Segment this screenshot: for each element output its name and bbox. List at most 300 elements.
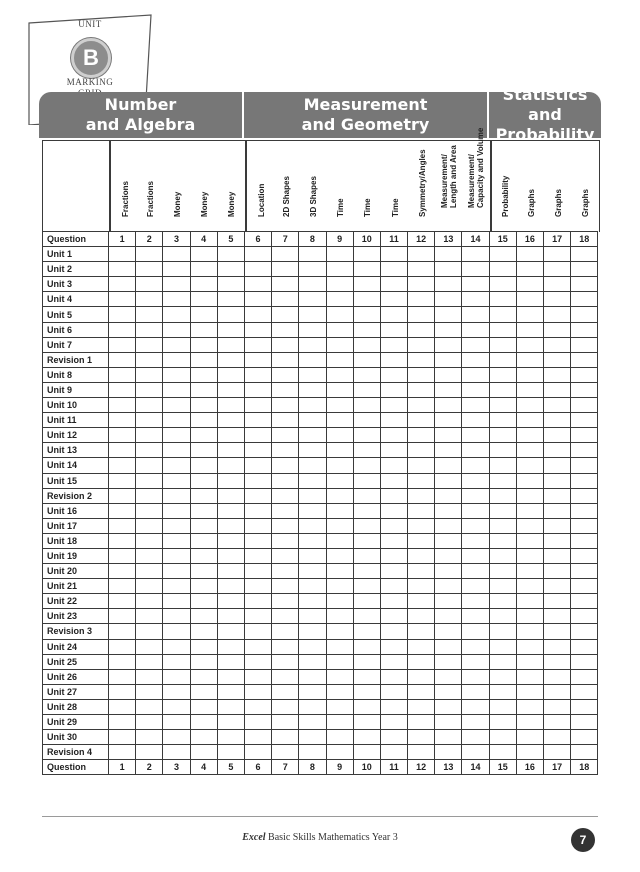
mark-cell[interactable] — [190, 639, 217, 654]
mark-cell[interactable] — [462, 745, 489, 760]
mark-cell[interactable] — [571, 322, 598, 337]
mark-cell[interactable] — [380, 428, 407, 443]
mark-cell[interactable] — [163, 488, 190, 503]
mark-cell[interactable] — [544, 745, 571, 760]
mark-cell[interactable] — [489, 247, 516, 262]
mark-cell[interactable] — [380, 639, 407, 654]
mark-cell[interactable] — [217, 292, 244, 307]
mark-cell[interactable] — [109, 428, 136, 443]
mark-cell[interactable] — [217, 247, 244, 262]
mark-cell[interactable] — [571, 292, 598, 307]
mark-cell[interactable] — [217, 684, 244, 699]
mark-cell[interactable] — [136, 624, 163, 639]
mark-cell[interactable] — [272, 398, 299, 413]
mark-cell[interactable] — [163, 473, 190, 488]
mark-cell[interactable] — [190, 292, 217, 307]
mark-cell[interactable] — [299, 548, 326, 563]
mark-cell[interactable] — [516, 579, 543, 594]
mark-cell[interactable] — [109, 352, 136, 367]
mark-cell[interactable] — [489, 443, 516, 458]
mark-cell[interactable] — [136, 699, 163, 714]
mark-cell[interactable] — [109, 639, 136, 654]
mark-cell[interactable] — [190, 579, 217, 594]
mark-cell[interactable] — [571, 715, 598, 730]
mark-cell[interactable] — [489, 307, 516, 322]
mark-cell[interactable] — [380, 337, 407, 352]
mark-cell[interactable] — [571, 609, 598, 624]
mark-cell[interactable] — [299, 579, 326, 594]
mark-cell[interactable] — [299, 488, 326, 503]
mark-cell[interactable] — [136, 277, 163, 292]
mark-cell[interactable] — [544, 639, 571, 654]
mark-cell[interactable] — [136, 684, 163, 699]
mark-cell[interactable] — [244, 307, 271, 322]
mark-cell[interactable] — [571, 669, 598, 684]
mark-cell[interactable] — [136, 715, 163, 730]
mark-cell[interactable] — [489, 503, 516, 518]
mark-cell[interactable] — [571, 277, 598, 292]
mark-cell[interactable] — [163, 639, 190, 654]
mark-cell[interactable] — [163, 443, 190, 458]
mark-cell[interactable] — [136, 730, 163, 745]
mark-cell[interactable] — [462, 548, 489, 563]
mark-cell[interactable] — [272, 382, 299, 397]
mark-cell[interactable] — [272, 699, 299, 714]
mark-cell[interactable] — [109, 684, 136, 699]
mark-cell[interactable] — [353, 473, 380, 488]
mark-cell[interactable] — [217, 715, 244, 730]
mark-cell[interactable] — [408, 337, 435, 352]
mark-cell[interactable] — [326, 473, 353, 488]
mark-cell[interactable] — [571, 503, 598, 518]
mark-cell[interactable] — [380, 443, 407, 458]
mark-cell[interactable] — [272, 473, 299, 488]
mark-cell[interactable] — [299, 684, 326, 699]
mark-cell[interactable] — [326, 458, 353, 473]
mark-cell[interactable] — [244, 247, 271, 262]
mark-cell[interactable] — [353, 382, 380, 397]
mark-cell[interactable] — [217, 367, 244, 382]
mark-cell[interactable] — [516, 564, 543, 579]
mark-cell[interactable] — [516, 669, 543, 684]
mark-cell[interactable] — [272, 669, 299, 684]
mark-cell[interactable] — [435, 624, 462, 639]
mark-cell[interactable] — [326, 413, 353, 428]
mark-cell[interactable] — [380, 307, 407, 322]
mark-cell[interactable] — [244, 337, 271, 352]
mark-cell[interactable] — [272, 730, 299, 745]
mark-cell[interactable] — [244, 367, 271, 382]
mark-cell[interactable] — [353, 518, 380, 533]
mark-cell[interactable] — [516, 322, 543, 337]
mark-cell[interactable] — [299, 262, 326, 277]
mark-cell[interactable] — [299, 428, 326, 443]
mark-cell[interactable] — [408, 579, 435, 594]
mark-cell[interactable] — [190, 262, 217, 277]
mark-cell[interactable] — [489, 277, 516, 292]
mark-cell[interactable] — [163, 503, 190, 518]
mark-cell[interactable] — [435, 443, 462, 458]
mark-cell[interactable] — [163, 715, 190, 730]
mark-cell[interactable] — [435, 684, 462, 699]
mark-cell[interactable] — [544, 699, 571, 714]
mark-cell[interactable] — [299, 624, 326, 639]
mark-cell[interactable] — [244, 533, 271, 548]
mark-cell[interactable] — [462, 654, 489, 669]
mark-cell[interactable] — [489, 367, 516, 382]
mark-cell[interactable] — [272, 503, 299, 518]
mark-cell[interactable] — [408, 699, 435, 714]
mark-cell[interactable] — [380, 292, 407, 307]
mark-cell[interactable] — [516, 352, 543, 367]
mark-cell[interactable] — [299, 307, 326, 322]
mark-cell[interactable] — [163, 579, 190, 594]
mark-cell[interactable] — [109, 548, 136, 563]
mark-cell[interactable] — [516, 654, 543, 669]
mark-cell[interactable] — [136, 594, 163, 609]
mark-cell[interactable] — [435, 745, 462, 760]
mark-cell[interactable] — [326, 699, 353, 714]
mark-cell[interactable] — [571, 473, 598, 488]
mark-cell[interactable] — [190, 699, 217, 714]
mark-cell[interactable] — [109, 669, 136, 684]
mark-cell[interactable] — [489, 730, 516, 745]
mark-cell[interactable] — [326, 579, 353, 594]
mark-cell[interactable] — [244, 684, 271, 699]
mark-cell[interactable] — [380, 579, 407, 594]
mark-cell[interactable] — [435, 428, 462, 443]
mark-cell[interactable] — [326, 594, 353, 609]
mark-cell[interactable] — [217, 352, 244, 367]
mark-cell[interactable] — [408, 639, 435, 654]
mark-cell[interactable] — [380, 398, 407, 413]
mark-cell[interactable] — [380, 730, 407, 745]
mark-cell[interactable] — [516, 398, 543, 413]
mark-cell[interactable] — [217, 382, 244, 397]
mark-cell[interactable] — [326, 428, 353, 443]
mark-cell[interactable] — [462, 428, 489, 443]
mark-cell[interactable] — [353, 488, 380, 503]
mark-cell[interactable] — [408, 669, 435, 684]
mark-cell[interactable] — [244, 443, 271, 458]
mark-cell[interactable] — [462, 579, 489, 594]
mark-cell[interactable] — [435, 639, 462, 654]
mark-cell[interactable] — [136, 579, 163, 594]
mark-cell[interactable] — [109, 503, 136, 518]
mark-cell[interactable] — [163, 277, 190, 292]
mark-cell[interactable] — [272, 639, 299, 654]
mark-cell[interactable] — [244, 428, 271, 443]
mark-cell[interactable] — [380, 473, 407, 488]
mark-cell[interactable] — [435, 292, 462, 307]
mark-cell[interactable] — [217, 579, 244, 594]
mark-cell[interactable] — [462, 398, 489, 413]
mark-cell[interactable] — [380, 322, 407, 337]
mark-cell[interactable] — [462, 624, 489, 639]
mark-cell[interactable] — [489, 488, 516, 503]
mark-cell[interactable] — [571, 639, 598, 654]
mark-cell[interactable] — [272, 564, 299, 579]
mark-cell[interactable] — [544, 715, 571, 730]
mark-cell[interactable] — [353, 443, 380, 458]
mark-cell[interactable] — [489, 352, 516, 367]
mark-cell[interactable] — [380, 684, 407, 699]
mark-cell[interactable] — [272, 609, 299, 624]
mark-cell[interactable] — [326, 715, 353, 730]
mark-cell[interactable] — [109, 518, 136, 533]
mark-cell[interactable] — [353, 398, 380, 413]
mark-cell[interactable] — [571, 624, 598, 639]
mark-cell[interactable] — [136, 488, 163, 503]
mark-cell[interactable] — [163, 322, 190, 337]
mark-cell[interactable] — [435, 730, 462, 745]
mark-cell[interactable] — [516, 367, 543, 382]
mark-cell[interactable] — [136, 639, 163, 654]
mark-cell[interactable] — [380, 699, 407, 714]
mark-cell[interactable] — [462, 503, 489, 518]
mark-cell[interactable] — [190, 398, 217, 413]
mark-cell[interactable] — [299, 564, 326, 579]
mark-cell[interactable] — [163, 699, 190, 714]
mark-cell[interactable] — [190, 609, 217, 624]
mark-cell[interactable] — [380, 654, 407, 669]
mark-cell[interactable] — [272, 715, 299, 730]
mark-cell[interactable] — [353, 277, 380, 292]
mark-cell[interactable] — [489, 715, 516, 730]
mark-cell[interactable] — [516, 458, 543, 473]
mark-cell[interactable] — [109, 367, 136, 382]
mark-cell[interactable] — [571, 488, 598, 503]
mark-cell[interactable] — [544, 307, 571, 322]
mark-cell[interactable] — [353, 413, 380, 428]
mark-cell[interactable] — [109, 458, 136, 473]
mark-cell[interactable] — [489, 292, 516, 307]
mark-cell[interactable] — [435, 564, 462, 579]
mark-cell[interactable] — [516, 548, 543, 563]
mark-cell[interactable] — [489, 654, 516, 669]
mark-cell[interactable] — [380, 624, 407, 639]
mark-cell[interactable] — [163, 428, 190, 443]
mark-cell[interactable] — [272, 352, 299, 367]
mark-cell[interactable] — [380, 715, 407, 730]
mark-cell[interactable] — [190, 654, 217, 669]
mark-cell[interactable] — [163, 352, 190, 367]
mark-cell[interactable] — [136, 443, 163, 458]
mark-cell[interactable] — [489, 337, 516, 352]
mark-cell[interactable] — [408, 382, 435, 397]
mark-cell[interactable] — [544, 503, 571, 518]
mark-cell[interactable] — [516, 594, 543, 609]
mark-cell[interactable] — [244, 730, 271, 745]
mark-cell[interactable] — [217, 277, 244, 292]
mark-cell[interactable] — [544, 428, 571, 443]
mark-cell[interactable] — [244, 609, 271, 624]
mark-cell[interactable] — [190, 684, 217, 699]
mark-cell[interactable] — [299, 594, 326, 609]
mark-cell[interactable] — [109, 382, 136, 397]
mark-cell[interactable] — [571, 307, 598, 322]
mark-cell[interactable] — [272, 684, 299, 699]
mark-cell[interactable] — [544, 413, 571, 428]
mark-cell[interactable] — [544, 579, 571, 594]
mark-cell[interactable] — [109, 654, 136, 669]
mark-cell[interactable] — [244, 699, 271, 714]
mark-cell[interactable] — [136, 458, 163, 473]
mark-cell[interactable] — [516, 413, 543, 428]
mark-cell[interactable] — [380, 669, 407, 684]
mark-cell[interactable] — [353, 533, 380, 548]
mark-cell[interactable] — [272, 548, 299, 563]
mark-cell[interactable] — [272, 533, 299, 548]
mark-cell[interactable] — [217, 654, 244, 669]
mark-cell[interactable] — [435, 382, 462, 397]
mark-cell[interactable] — [435, 398, 462, 413]
mark-cell[interactable] — [244, 458, 271, 473]
mark-cell[interactable] — [217, 564, 244, 579]
mark-cell[interactable] — [571, 533, 598, 548]
mark-cell[interactable] — [408, 277, 435, 292]
mark-cell[interactable] — [462, 684, 489, 699]
mark-cell[interactable] — [136, 382, 163, 397]
mark-cell[interactable] — [462, 443, 489, 458]
mark-cell[interactable] — [462, 594, 489, 609]
mark-cell[interactable] — [353, 730, 380, 745]
mark-cell[interactable] — [299, 277, 326, 292]
mark-cell[interactable] — [408, 367, 435, 382]
mark-cell[interactable] — [353, 564, 380, 579]
mark-cell[interactable] — [571, 654, 598, 669]
mark-cell[interactable] — [353, 307, 380, 322]
mark-cell[interactable] — [544, 518, 571, 533]
mark-cell[interactable] — [544, 382, 571, 397]
mark-cell[interactable] — [489, 624, 516, 639]
mark-cell[interactable] — [272, 413, 299, 428]
mark-cell[interactable] — [244, 564, 271, 579]
mark-cell[interactable] — [190, 307, 217, 322]
mark-cell[interactable] — [516, 262, 543, 277]
mark-cell[interactable] — [544, 247, 571, 262]
mark-cell[interactable] — [571, 428, 598, 443]
mark-cell[interactable] — [408, 609, 435, 624]
mark-cell[interactable] — [462, 307, 489, 322]
mark-cell[interactable] — [326, 398, 353, 413]
mark-cell[interactable] — [272, 624, 299, 639]
mark-cell[interactable] — [299, 503, 326, 518]
mark-cell[interactable] — [244, 473, 271, 488]
mark-cell[interactable] — [163, 382, 190, 397]
mark-cell[interactable] — [326, 564, 353, 579]
mark-cell[interactable] — [571, 352, 598, 367]
mark-cell[interactable] — [571, 564, 598, 579]
mark-cell[interactable] — [299, 730, 326, 745]
mark-cell[interactable] — [163, 654, 190, 669]
mark-cell[interactable] — [408, 443, 435, 458]
mark-cell[interactable] — [571, 398, 598, 413]
mark-cell[interactable] — [544, 609, 571, 624]
mark-cell[interactable] — [244, 654, 271, 669]
mark-cell[interactable] — [272, 654, 299, 669]
mark-cell[interactable] — [217, 307, 244, 322]
mark-cell[interactable] — [272, 292, 299, 307]
mark-cell[interactable] — [408, 548, 435, 563]
mark-cell[interactable] — [326, 503, 353, 518]
mark-cell[interactable] — [516, 730, 543, 745]
mark-cell[interactable] — [462, 247, 489, 262]
mark-cell[interactable] — [435, 458, 462, 473]
mark-cell[interactable] — [136, 564, 163, 579]
mark-cell[interactable] — [353, 669, 380, 684]
mark-cell[interactable] — [217, 473, 244, 488]
mark-cell[interactable] — [516, 292, 543, 307]
mark-cell[interactable] — [489, 473, 516, 488]
mark-cell[interactable] — [380, 382, 407, 397]
mark-cell[interactable] — [299, 413, 326, 428]
mark-cell[interactable] — [299, 699, 326, 714]
mark-cell[interactable] — [380, 518, 407, 533]
mark-cell[interactable] — [190, 518, 217, 533]
mark-cell[interactable] — [244, 745, 271, 760]
mark-cell[interactable] — [109, 533, 136, 548]
mark-cell[interactable] — [435, 367, 462, 382]
mark-cell[interactable] — [489, 699, 516, 714]
mark-cell[interactable] — [163, 669, 190, 684]
mark-cell[interactable] — [217, 533, 244, 548]
mark-cell[interactable] — [544, 322, 571, 337]
mark-cell[interactable] — [244, 579, 271, 594]
mark-cell[interactable] — [489, 609, 516, 624]
mark-cell[interactable] — [217, 503, 244, 518]
mark-cell[interactable] — [380, 548, 407, 563]
mark-cell[interactable] — [244, 277, 271, 292]
mark-cell[interactable] — [516, 382, 543, 397]
mark-cell[interactable] — [408, 458, 435, 473]
mark-cell[interactable] — [217, 594, 244, 609]
mark-cell[interactable] — [190, 624, 217, 639]
mark-cell[interactable] — [544, 488, 571, 503]
mark-cell[interactable] — [109, 624, 136, 639]
mark-cell[interactable] — [408, 745, 435, 760]
mark-cell[interactable] — [489, 458, 516, 473]
mark-cell[interactable] — [435, 594, 462, 609]
mark-cell[interactable] — [489, 548, 516, 563]
mark-cell[interactable] — [353, 352, 380, 367]
mark-cell[interactable] — [462, 488, 489, 503]
mark-cell[interactable] — [109, 699, 136, 714]
mark-cell[interactable] — [190, 367, 217, 382]
mark-cell[interactable] — [489, 398, 516, 413]
mark-cell[interactable] — [299, 247, 326, 262]
mark-cell[interactable] — [408, 533, 435, 548]
mark-cell[interactable] — [571, 518, 598, 533]
mark-cell[interactable] — [516, 277, 543, 292]
mark-cell[interactable] — [516, 443, 543, 458]
mark-cell[interactable] — [516, 337, 543, 352]
mark-cell[interactable] — [163, 730, 190, 745]
mark-cell[interactable] — [109, 322, 136, 337]
mark-cell[interactable] — [217, 609, 244, 624]
mark-cell[interactable] — [326, 624, 353, 639]
mark-cell[interactable] — [571, 548, 598, 563]
mark-cell[interactable] — [272, 307, 299, 322]
mark-cell[interactable] — [326, 337, 353, 352]
mark-cell[interactable] — [544, 624, 571, 639]
mark-cell[interactable] — [571, 745, 598, 760]
mark-cell[interactable] — [272, 262, 299, 277]
mark-cell[interactable] — [109, 307, 136, 322]
mark-cell[interactable] — [109, 398, 136, 413]
mark-cell[interactable] — [353, 503, 380, 518]
mark-cell[interactable] — [326, 443, 353, 458]
